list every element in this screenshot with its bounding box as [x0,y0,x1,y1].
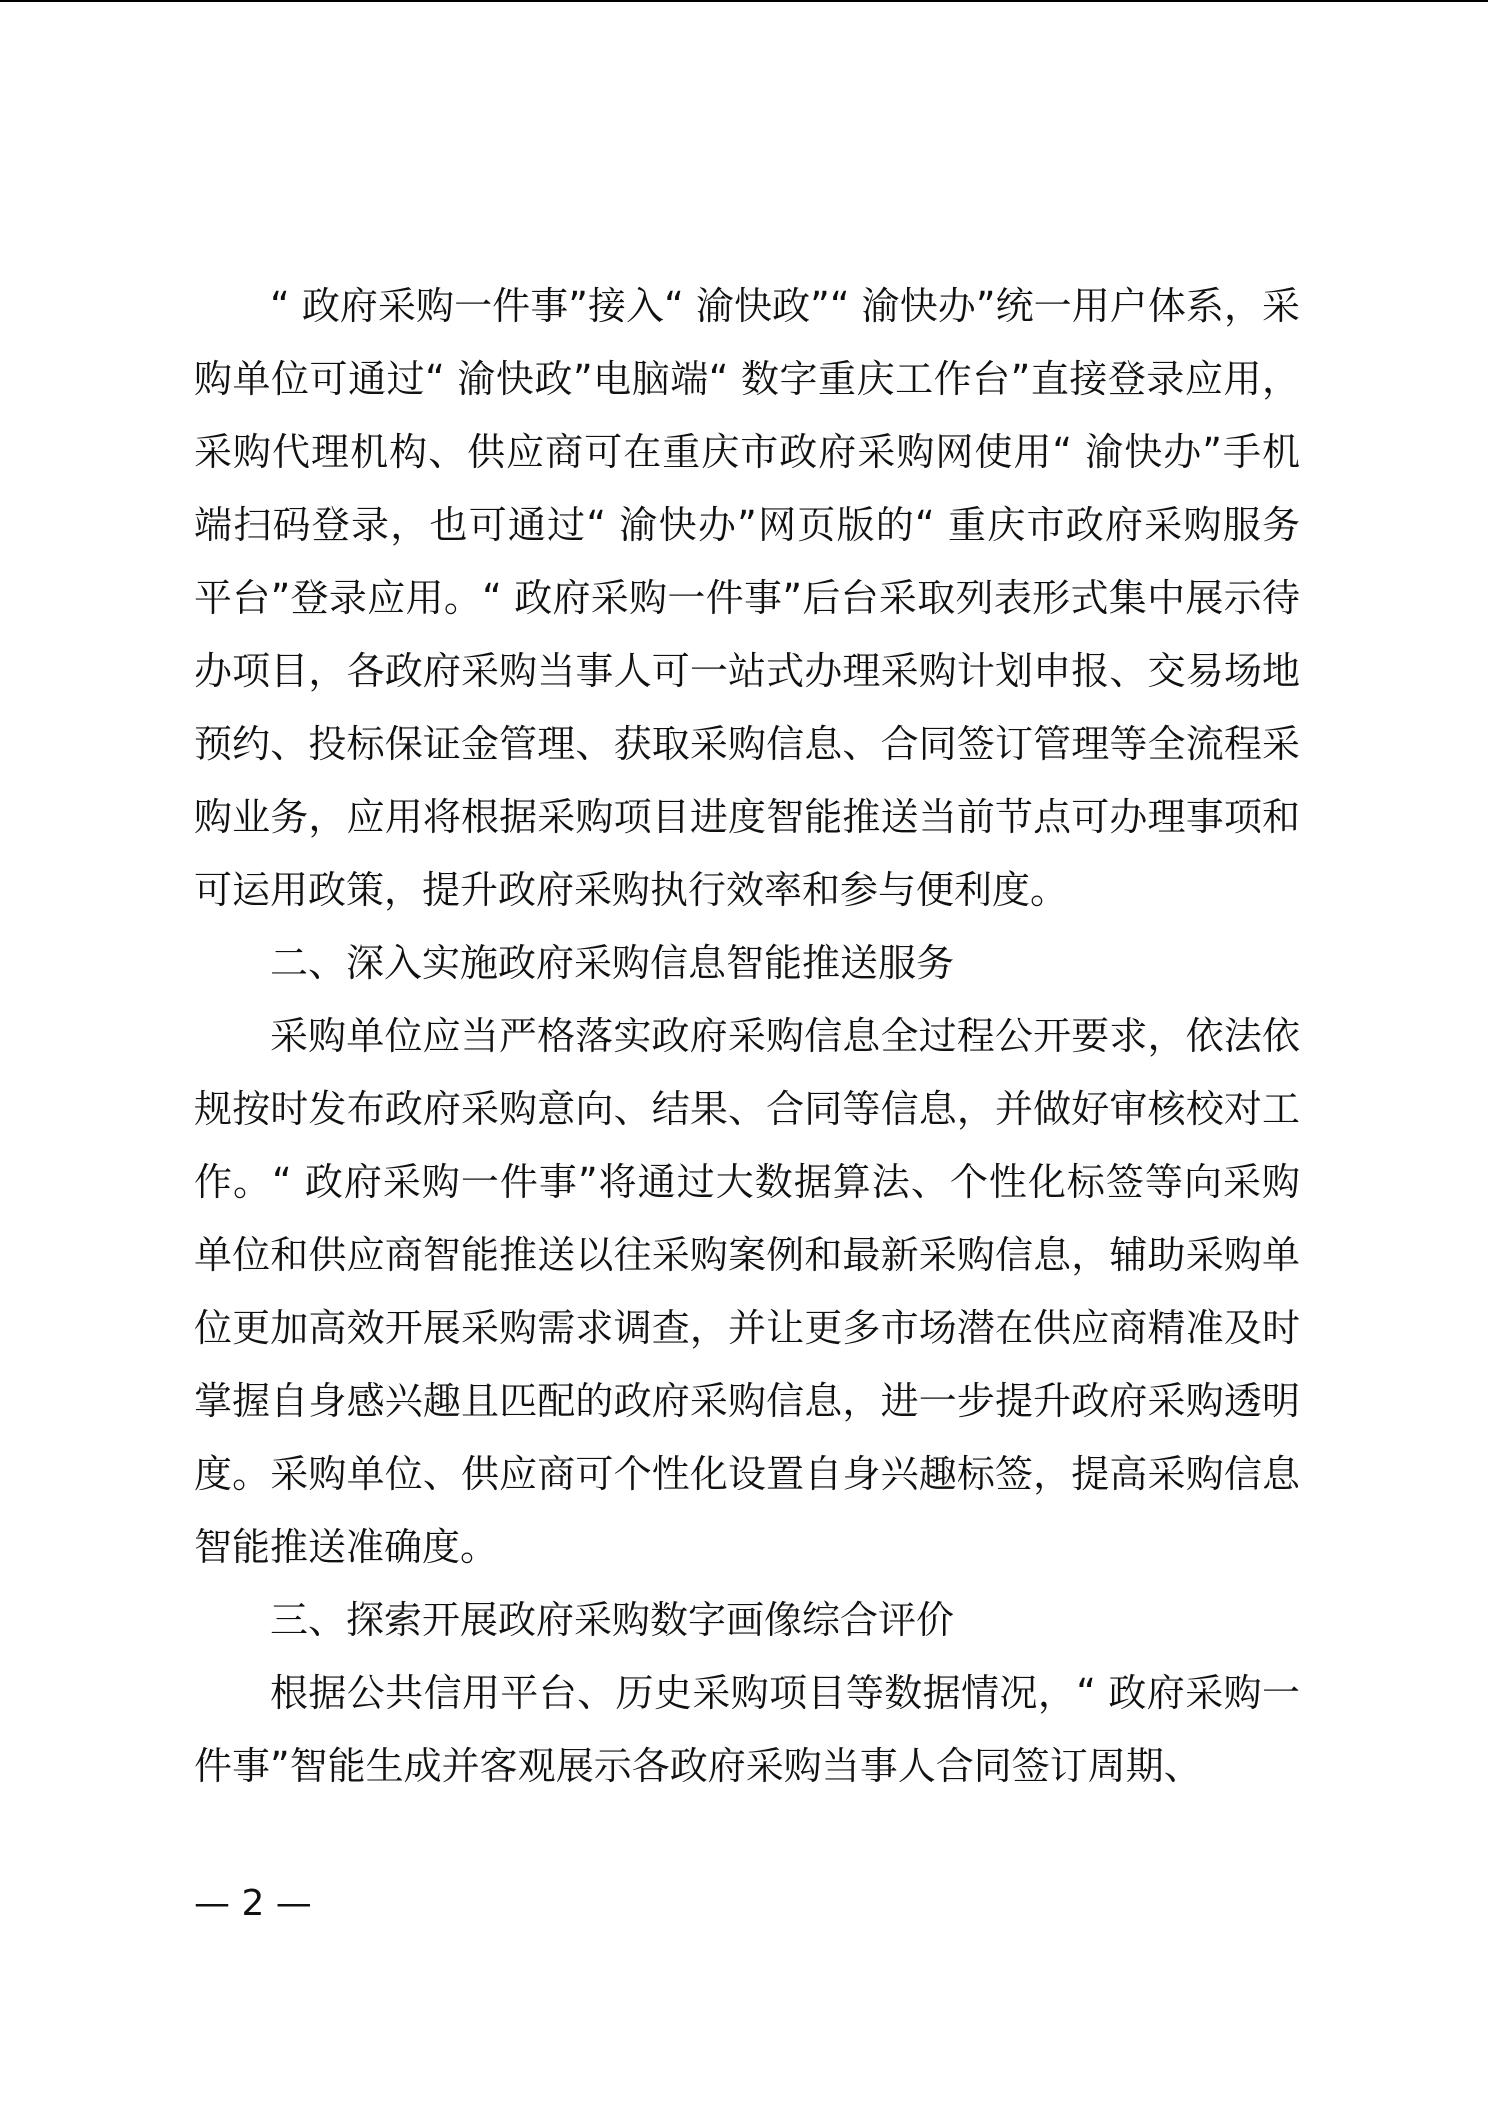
body-text [194,270,1300,1803]
paragraph-info-push: 采购单位应当严格落实政府采购信息全过程公开要求，依法依规按时发布政府采购意向、结果、合同等信息，并做好审核校对工作。“ 政府采购一件事”将通过大数据算法、个性化标签等向采购单位和供应商智能推送以往采购案例和最新采购信息，辅助采购单位更加高效开展采购需求调查，并让更多市场潜在供应商精准及时掌握自身感兴趣且匹配的政府采购信息，进一步提升政府采购透明度。采购单位、供应商可个性化设置自身兴趣标签，提高采购信息智能推送准确度。 [194,1014,1300,1569]
section-heading-2: 二、深入实施政府采购信息智能推送服务 [270,941,955,985]
page-number: — 2 — [194,1883,312,1924]
paragraph-digital-portrait: 根据公共信用平台、历史采购项目等数据情况，“ 政府采购一件事”智能生成并客观展示各政府采购当事人合同签订周期、 [194,1671,1300,1788]
paragraph-platform-access: “ 政府采购一件事”接入“ 渝快政”“ 渝快办”统一用户体系，采购单位可通过“ 渝快政”电脑端“ 数字重庆工作台”直接登录应用，采购代理机构、供应商可在重庆市政府采购网使用“ 渝快办”手机端扫码登录，也可通过“ 渝快办”网页版的“ 重庆市政府采购服务平台”登录应用。“ 政府采购一件事”后台采取列表形式集中展示待办项目，各政府采购当事人可一站式办理采购计划申报、交易场地预约、投标保证金管理、获取采购信息、合同签订管理等全流程采购业务，应用将根据采购项目进度智能推送当前节点可办理事项和可运用政策，提升政府采购执行效率和参与便利度。 [194,284,1300,912]
top-border-line [0,0,1488,2]
section-heading-3: 三、探索开展政府采购数字画像综合评价 [270,1598,955,1642]
